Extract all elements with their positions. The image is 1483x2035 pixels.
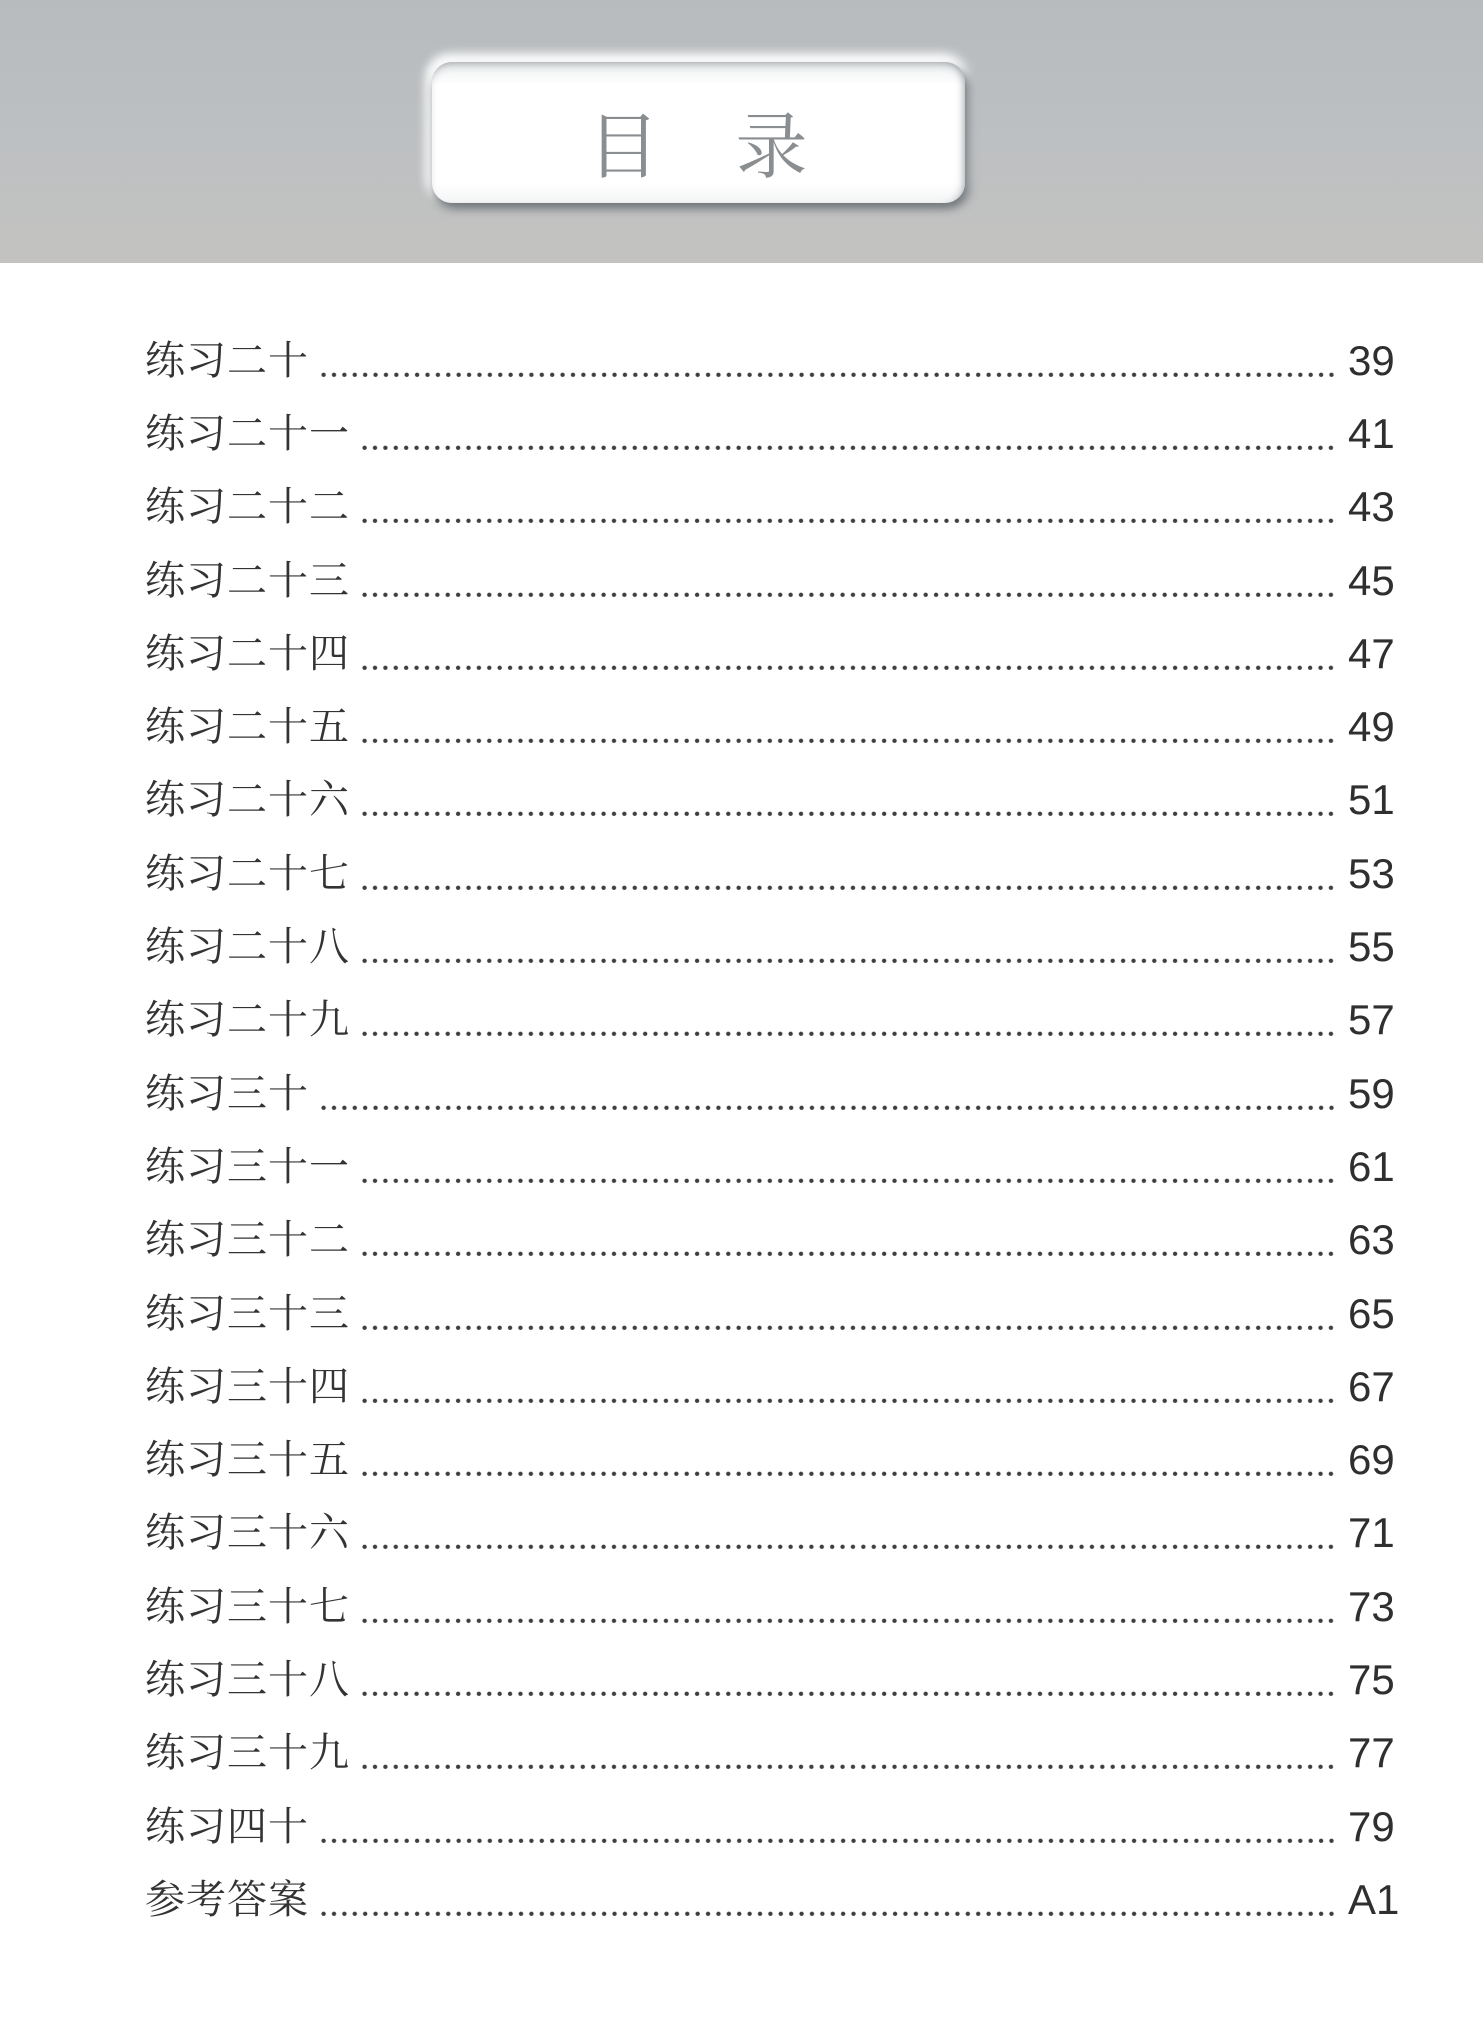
dot-leader-icon — [362, 1178, 1338, 1184]
toc-entry-label: 练习二十一 — [145, 410, 350, 456]
toc-entry-label: 练习三十二 — [145, 1217, 350, 1263]
dot-leader-icon — [362, 738, 1338, 744]
toc-entry-label: 练习二十八 — [145, 924, 350, 970]
dot-leader-icon — [321, 372, 1338, 378]
dot-leader-icon — [362, 1544, 1338, 1550]
toc-entry-page: 39 — [1348, 336, 1395, 384]
toc-entry-label: 练习二十三 — [145, 557, 350, 603]
dot-leader-icon — [362, 1251, 1338, 1257]
toc-entry-label: 练习二十四 — [145, 630, 350, 676]
toc-entry-page: 41 — [1348, 409, 1395, 457]
toc-entry-label: 练习三十五 — [145, 1437, 350, 1483]
toc-entry-label: 练习二十六 — [145, 777, 350, 823]
toc-row — [145, 1790, 1406, 1863]
toc-entry-page: 69 — [1348, 1436, 1395, 1484]
toc-entry-page: A1 — [1348, 1875, 1400, 1923]
toc-row — [145, 1057, 1406, 1130]
toc-entry-page: 65 — [1348, 1289, 1395, 1337]
dot-leader-icon — [362, 1325, 1338, 1331]
toc-entry-label: 练习三十一 — [145, 1143, 350, 1189]
dot-leader-icon — [362, 1764, 1338, 1770]
dot-leader-icon — [362, 665, 1338, 671]
dot-leader-icon — [362, 592, 1338, 598]
toc-title-plaque — [432, 62, 965, 203]
toc-row — [145, 837, 1406, 910]
toc-entry-label: 练习三十四 — [145, 1363, 350, 1409]
toc-entry-label: 练习三十六 — [145, 1510, 350, 1556]
page-title: 目 录 — [587, 107, 810, 188]
toc-row — [145, 984, 1406, 1057]
toc-row — [145, 1130, 1406, 1203]
toc-row — [145, 1277, 1406, 1350]
toc-entry-label: 练习四十 — [145, 1803, 309, 1849]
toc-entry-page: 61 — [1348, 1142, 1395, 1190]
dot-leader-icon — [362, 1471, 1338, 1477]
toc-row — [145, 1717, 1406, 1790]
toc-entry-page: 51 — [1348, 776, 1395, 824]
toc-entry-label: 参考答案 — [145, 1876, 309, 1922]
toc-entry-page: 53 — [1348, 849, 1395, 897]
toc-entry-page: 77 — [1348, 1729, 1395, 1777]
dot-leader-icon — [362, 1398, 1338, 1404]
toc-entry-page: 67 — [1348, 1362, 1395, 1410]
toc-row — [145, 1423, 1406, 1496]
toc-entry-page: 57 — [1348, 996, 1395, 1044]
toc-entry-page: 45 — [1348, 556, 1395, 604]
toc-row — [145, 910, 1406, 983]
dot-leader-icon — [362, 1691, 1338, 1697]
toc-entry-page: 49 — [1348, 703, 1395, 751]
toc-entry-label: 练习三十九 — [145, 1730, 350, 1776]
toc-entry-page: 75 — [1348, 1655, 1395, 1703]
toc-row — [145, 1863, 1406, 1936]
toc-entry-page: 55 — [1348, 923, 1395, 971]
dot-leader-icon — [362, 445, 1338, 451]
toc-entry-label: 练习二十 — [145, 337, 309, 383]
dot-leader-icon — [362, 958, 1338, 964]
toc-entry-label: 练习三十七 — [145, 1583, 350, 1629]
toc-entry-page: 63 — [1348, 1216, 1395, 1264]
dot-leader-icon — [362, 885, 1338, 891]
toc-entry-label: 练习二十五 — [145, 704, 350, 750]
toc-row — [145, 324, 1406, 397]
header-band — [0, 0, 1483, 263]
toc-row — [145, 1570, 1406, 1643]
toc-entry-label: 练习三十三 — [145, 1290, 350, 1336]
toc-entry-page: 43 — [1348, 483, 1395, 531]
toc-entry-label: 练习三十八 — [145, 1656, 350, 1702]
toc-entry-page: 79 — [1348, 1802, 1395, 1850]
toc-entry-page: 59 — [1348, 1069, 1395, 1117]
toc-list — [0, 263, 1483, 1937]
dot-leader-icon — [321, 1911, 1338, 1917]
toc-row — [145, 1204, 1406, 1277]
dot-leader-icon — [362, 1618, 1338, 1624]
toc-row — [145, 690, 1406, 763]
toc-entry-page: 73 — [1348, 1582, 1395, 1630]
toc-entry-label: 练习二十九 — [145, 997, 350, 1043]
toc-entry-page: 47 — [1348, 629, 1395, 677]
toc-row — [145, 544, 1406, 617]
dot-leader-icon — [321, 1105, 1338, 1111]
toc-row — [145, 764, 1406, 837]
toc-row — [145, 617, 1406, 690]
dot-leader-icon — [362, 1031, 1338, 1037]
toc-row — [145, 471, 1406, 544]
toc-row — [145, 1350, 1406, 1423]
toc-row — [145, 1643, 1406, 1716]
dot-leader-icon — [362, 518, 1338, 524]
toc-entry-page: 71 — [1348, 1509, 1395, 1557]
toc-row — [145, 397, 1406, 470]
toc-row — [145, 1497, 1406, 1570]
toc-entry-label: 练习二十二 — [145, 484, 350, 530]
toc-entry-label: 练习二十七 — [145, 850, 350, 896]
dot-leader-icon — [362, 811, 1338, 817]
dot-leader-icon — [321, 1838, 1338, 1844]
toc-entry-label: 练习三十 — [145, 1070, 309, 1116]
